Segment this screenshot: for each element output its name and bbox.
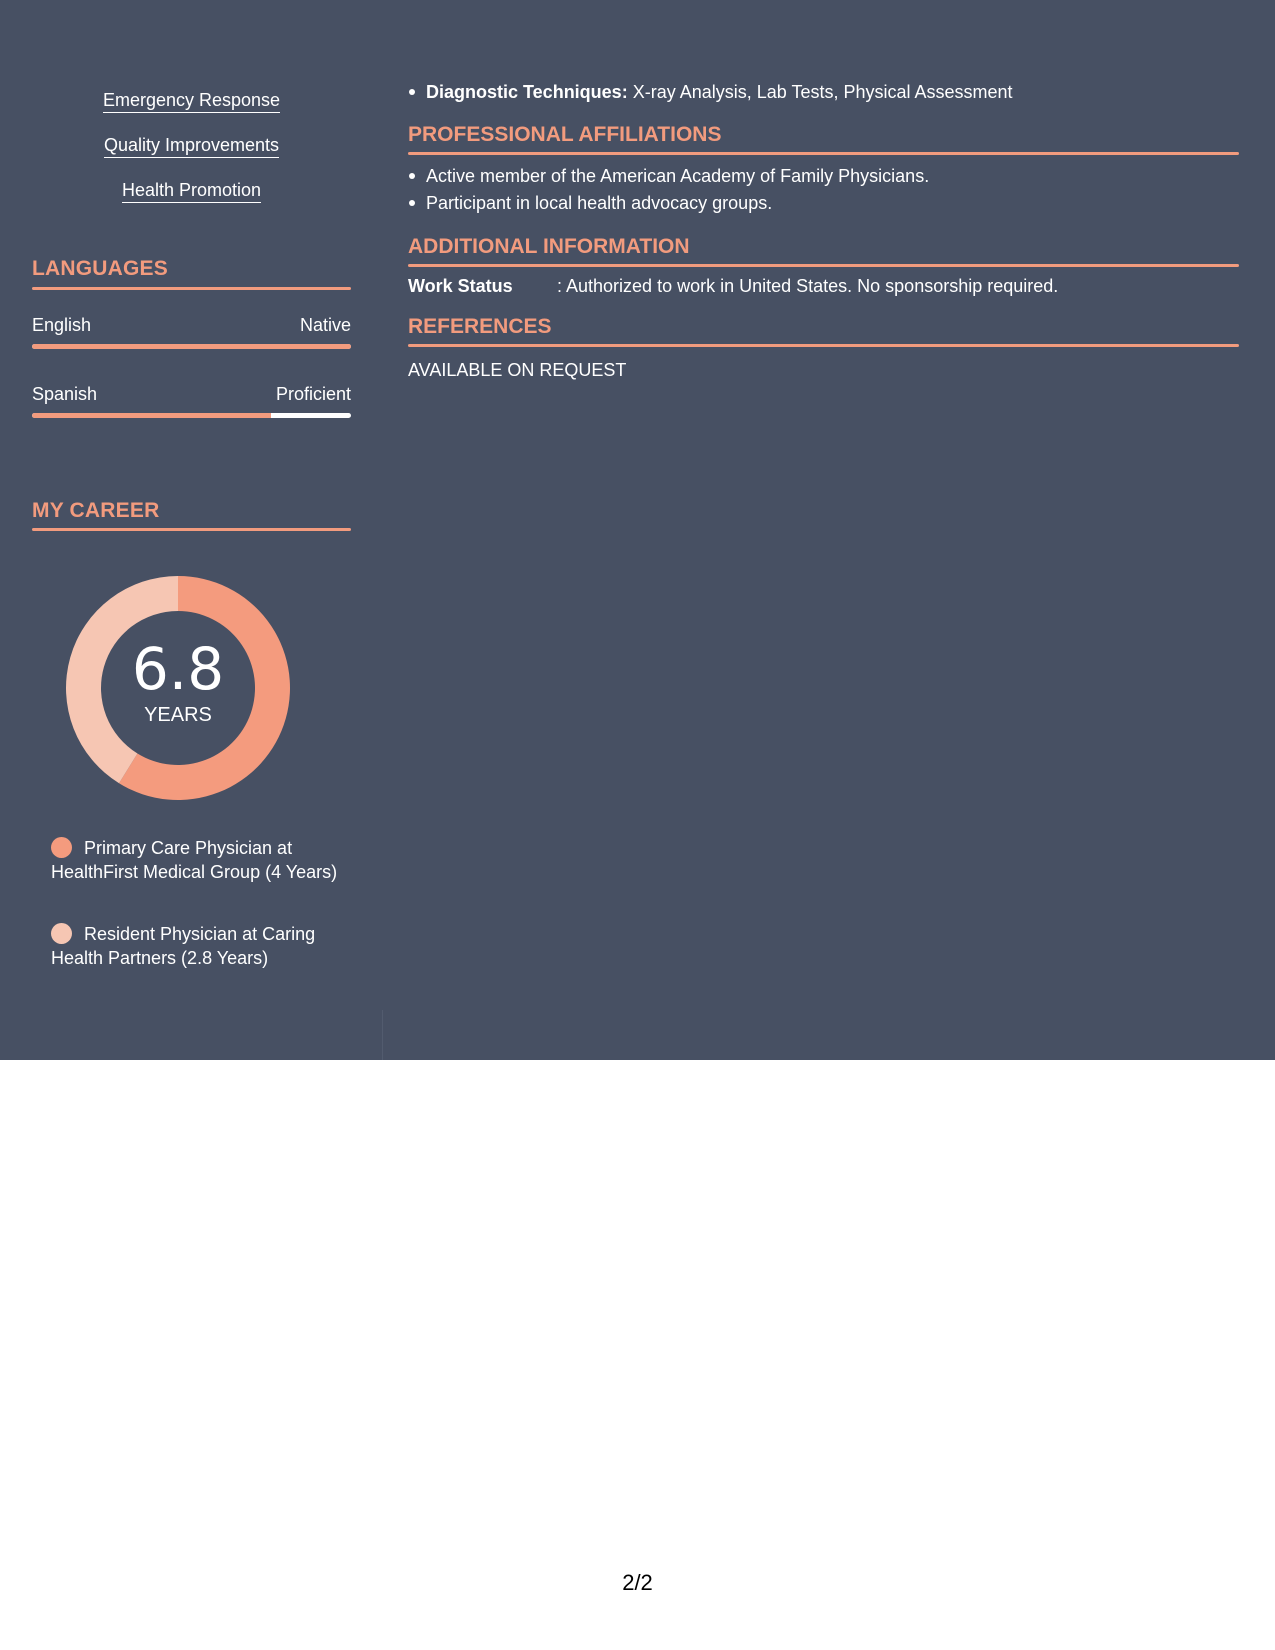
references-rule <box>408 344 1239 347</box>
language-fill <box>32 413 271 418</box>
additional-heading: ADDITIONAL INFORMATION <box>408 235 690 258</box>
career-rule <box>32 528 351 531</box>
languages-heading: LANGUAGES <box>32 257 168 280</box>
languages-rule <box>32 287 351 290</box>
column-divider <box>382 1010 383 1060</box>
references-heading: REFERENCES <box>408 315 552 338</box>
language-name: English <box>32 315 92 335</box>
work-status-value: : Authorized to work in United States. No sponsorship required. <box>557 276 1059 296</box>
page-number: 2/2 <box>622 1570 653 1595</box>
language-fill <box>32 344 351 349</box>
affiliations-rule <box>408 152 1239 155</box>
skill-bullet <box>426 80 1013 104</box>
skill-quality-improvements: Quality Improvements <box>32 134 351 156</box>
career-total-value: 6.8 <box>131 634 225 703</box>
language-bar-spanish <box>32 413 351 418</box>
donut-center <box>66 576 290 800</box>
work-status-label: Work Status <box>408 276 513 296</box>
career-legend-item <box>51 922 341 970</box>
language-level: Native <box>299 315 351 335</box>
legend-label: Resident Physician at Caring Health Partners (2.8 Years) <box>51 924 316 968</box>
career-heading: MY CAREER <box>32 499 160 522</box>
legend-dot <box>51 923 72 944</box>
language-bar-english <box>32 344 351 349</box>
references-text: AVAILABLE ON REQUEST <box>408 360 627 380</box>
language-name: Spanish <box>32 384 98 404</box>
skill-label: Diagnostic Techniques: <box>426 82 628 102</box>
additional-rule <box>408 264 1239 267</box>
skill-value: X-ray Analysis, Lab Tests, Physical Assessment <box>627 82 1013 102</box>
career-donut <box>66 576 290 800</box>
affiliation-item: Active member of the American Academy of Family Physicians. <box>426 166 930 186</box>
career-legend-item <box>51 836 341 884</box>
skill-emergency-response: Emergency Response <box>32 89 351 111</box>
career-total-unit: YEARS <box>144 703 212 726</box>
skill-health-promotion: Health Promotion <box>32 179 351 201</box>
affiliations-heading: PROFESSIONAL AFFILIATIONS <box>408 123 722 146</box>
legend-label: Primary Care Physician at HealthFirst Medical Group (4 Years) <box>51 838 338 882</box>
affiliation-item: Participant in local health advocacy groups. <box>426 193 773 213</box>
legend-dot <box>51 837 72 858</box>
language-level: Proficient <box>275 384 351 404</box>
